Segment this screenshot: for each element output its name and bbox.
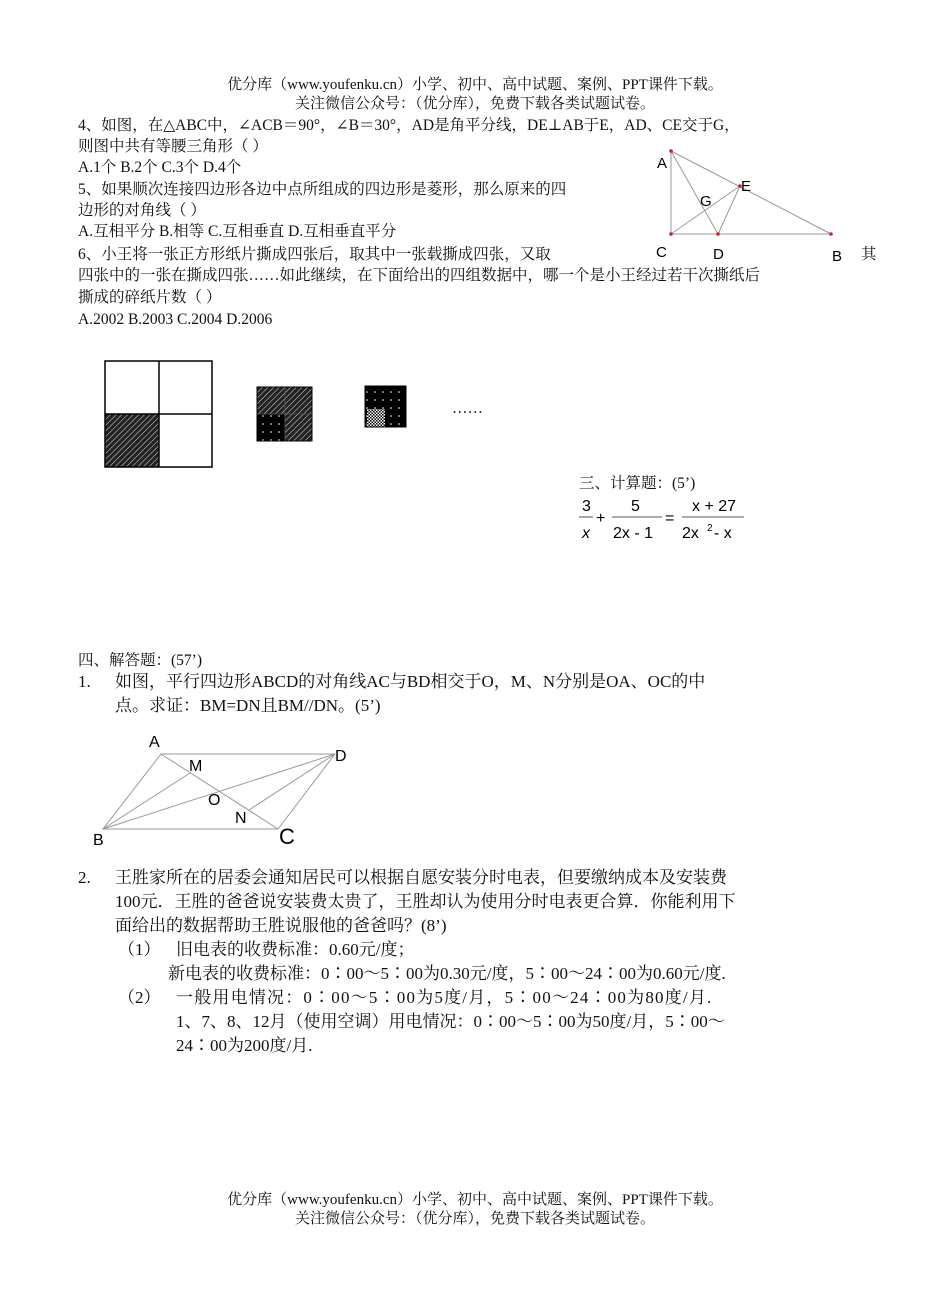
label-d: D bbox=[713, 246, 724, 263]
p1-line-1: 如图，平行四边形ABCD的对角线AC与BD相交于O，M、N分别是OA、OC的中 bbox=[115, 672, 706, 691]
p2-item-2-line-2: 1、7、8、12月（使用空调）用电情况：0∶00～5∶00为50度/月，5∶00～ bbox=[176, 1012, 725, 1031]
q6-text-line-1-tail: 其 bbox=[861, 246, 877, 263]
eq-plus: + bbox=[596, 510, 606, 527]
p2-item-2-number: （2） bbox=[118, 988, 161, 1007]
point-d bbox=[716, 232, 720, 236]
label-n: N bbox=[235, 810, 247, 827]
q6-options: A.2002 B.2003 C.2004 D.2006 bbox=[78, 311, 273, 328]
p2-item-1-line-1: 旧电表的收费标准：0.60元/度； bbox=[176, 940, 415, 959]
eq-f3-den-a: 2x bbox=[682, 525, 699, 542]
footer-line-2: 关注微信公众号：（优分库），免费下载各类试题试卷。 bbox=[294, 1211, 655, 1227]
label-b: B bbox=[93, 832, 104, 849]
q5-text-line-2: 边形的对角线（ ） bbox=[78, 202, 206, 219]
eq-f3-den-exp: 2 bbox=[707, 523, 713, 534]
point-b bbox=[829, 232, 833, 236]
segment-dn bbox=[249, 754, 335, 810]
p1-number: 1. bbox=[78, 672, 91, 691]
equation bbox=[574, 493, 754, 547]
paper-tearing-figure bbox=[100, 357, 420, 472]
paper-square-1 bbox=[105, 361, 212, 467]
section-4-title: 四、解答题：(57’) bbox=[78, 652, 202, 669]
p2-item-1-number: （1） bbox=[118, 940, 161, 959]
eq-f1-num: 3 bbox=[582, 498, 591, 515]
point-c bbox=[669, 232, 673, 236]
paper-ellipsis: …… bbox=[452, 400, 483, 417]
eq-f3-num: x + 27 bbox=[692, 498, 737, 515]
label-g: G bbox=[700, 193, 712, 210]
p2-item-2-line-1: 一般用电情况：0∶00～5∶00为5度/月，5∶00～24∶00为80度/月. bbox=[176, 988, 713, 1007]
q6-text-line-2: 四张中的一张在撕成四张……如此继续，在下面给出的四组数据中，哪一个是小王经过若干次撕纸后 bbox=[78, 267, 761, 284]
p2-number: 2. bbox=[78, 868, 91, 887]
label-b: B bbox=[832, 248, 843, 265]
header-line-1: 优分库（www.youfenku.cn）小学、初中、高中试题、案例、PPT课件下载。 bbox=[227, 77, 723, 93]
eq-f2-num: 5 bbox=[631, 498, 640, 515]
q6-text-line-1: 6、小王将一张正方形纸片撕成四张后，取其中一张载撕成四张，又取 bbox=[78, 246, 551, 263]
label-a: A bbox=[149, 734, 160, 751]
footer-line-1: 优分库（www.youfenku.cn）小学、初中、高中试题、案例、PPT课件下载。 bbox=[227, 1192, 723, 1208]
parallelogram-figure bbox=[85, 728, 355, 853]
eq-f1-den: x bbox=[582, 525, 590, 542]
q4-options: A.1个 B.2个 C.3个 D.4个 bbox=[78, 159, 242, 176]
p2-line-3: 面给出的数据帮助王胜说服他的爸爸吗？(8’) bbox=[115, 916, 447, 935]
point-a bbox=[669, 149, 673, 153]
eq-f3-den-b: - x bbox=[714, 525, 732, 542]
label-e: E bbox=[741, 178, 752, 195]
q4-text-line-2: 则图中共有等腰三角形（ ） bbox=[78, 138, 268, 155]
section-3-title: 三、计算题：(5’) bbox=[579, 475, 696, 492]
label-c: C bbox=[656, 244, 667, 261]
label-a: A bbox=[657, 155, 668, 172]
p2-line-1: 王胜家所在的居委会通知居民可以根据自愿安装分时电表，但要缴纳成本及安装费 bbox=[115, 868, 727, 887]
label-c: C bbox=[279, 824, 295, 849]
eq-equals: = bbox=[665, 510, 675, 527]
p2-item-2-line-3: 24∶00为200度/月. bbox=[176, 1036, 313, 1055]
q5-options: A.互相平分 B.相等 C.互相垂直 D.互相垂直平分 bbox=[78, 223, 397, 240]
paper-square-2 bbox=[257, 387, 312, 441]
paper-square-3 bbox=[365, 386, 406, 427]
eq-f2-den: 2x - 1 bbox=[613, 525, 654, 542]
p2-line-2: 100元．王胜的爸爸说安装费太贵了，王胜却认为使用分时电表更合算．你能利用下 bbox=[115, 892, 736, 911]
label-o: O bbox=[208, 792, 221, 809]
segment-bm bbox=[103, 773, 190, 829]
label-m: M bbox=[189, 758, 203, 775]
q6-text-line-3: 撕成的碎纸片数（ ） bbox=[78, 289, 222, 306]
p2-item-1-line-2: 新电表的收费标准：0∶00～5∶00为0.30元/度，5∶00～24∶00为0.60元/度. bbox=[168, 964, 726, 983]
triangle-figure bbox=[645, 140, 865, 265]
p1-line-2: 点。求证：BM=DN且BM//DN。(5’) bbox=[115, 696, 381, 715]
q5-text-line-1: 5、如果顺次连接四边形各边中点所组成的四边形是菱形，那么原来的四 bbox=[78, 181, 567, 198]
label-d: D bbox=[335, 748, 347, 765]
header-line-2: 关注微信公众号：（优分库），免费下载各类试题试卷。 bbox=[294, 96, 655, 112]
q4-text-line-1: 4、如图，在△ABC中，∠ACB＝90°，∠B＝30°，AD是角平分线，DE⊥AB于E，AD、CE交于G， bbox=[78, 117, 740, 134]
